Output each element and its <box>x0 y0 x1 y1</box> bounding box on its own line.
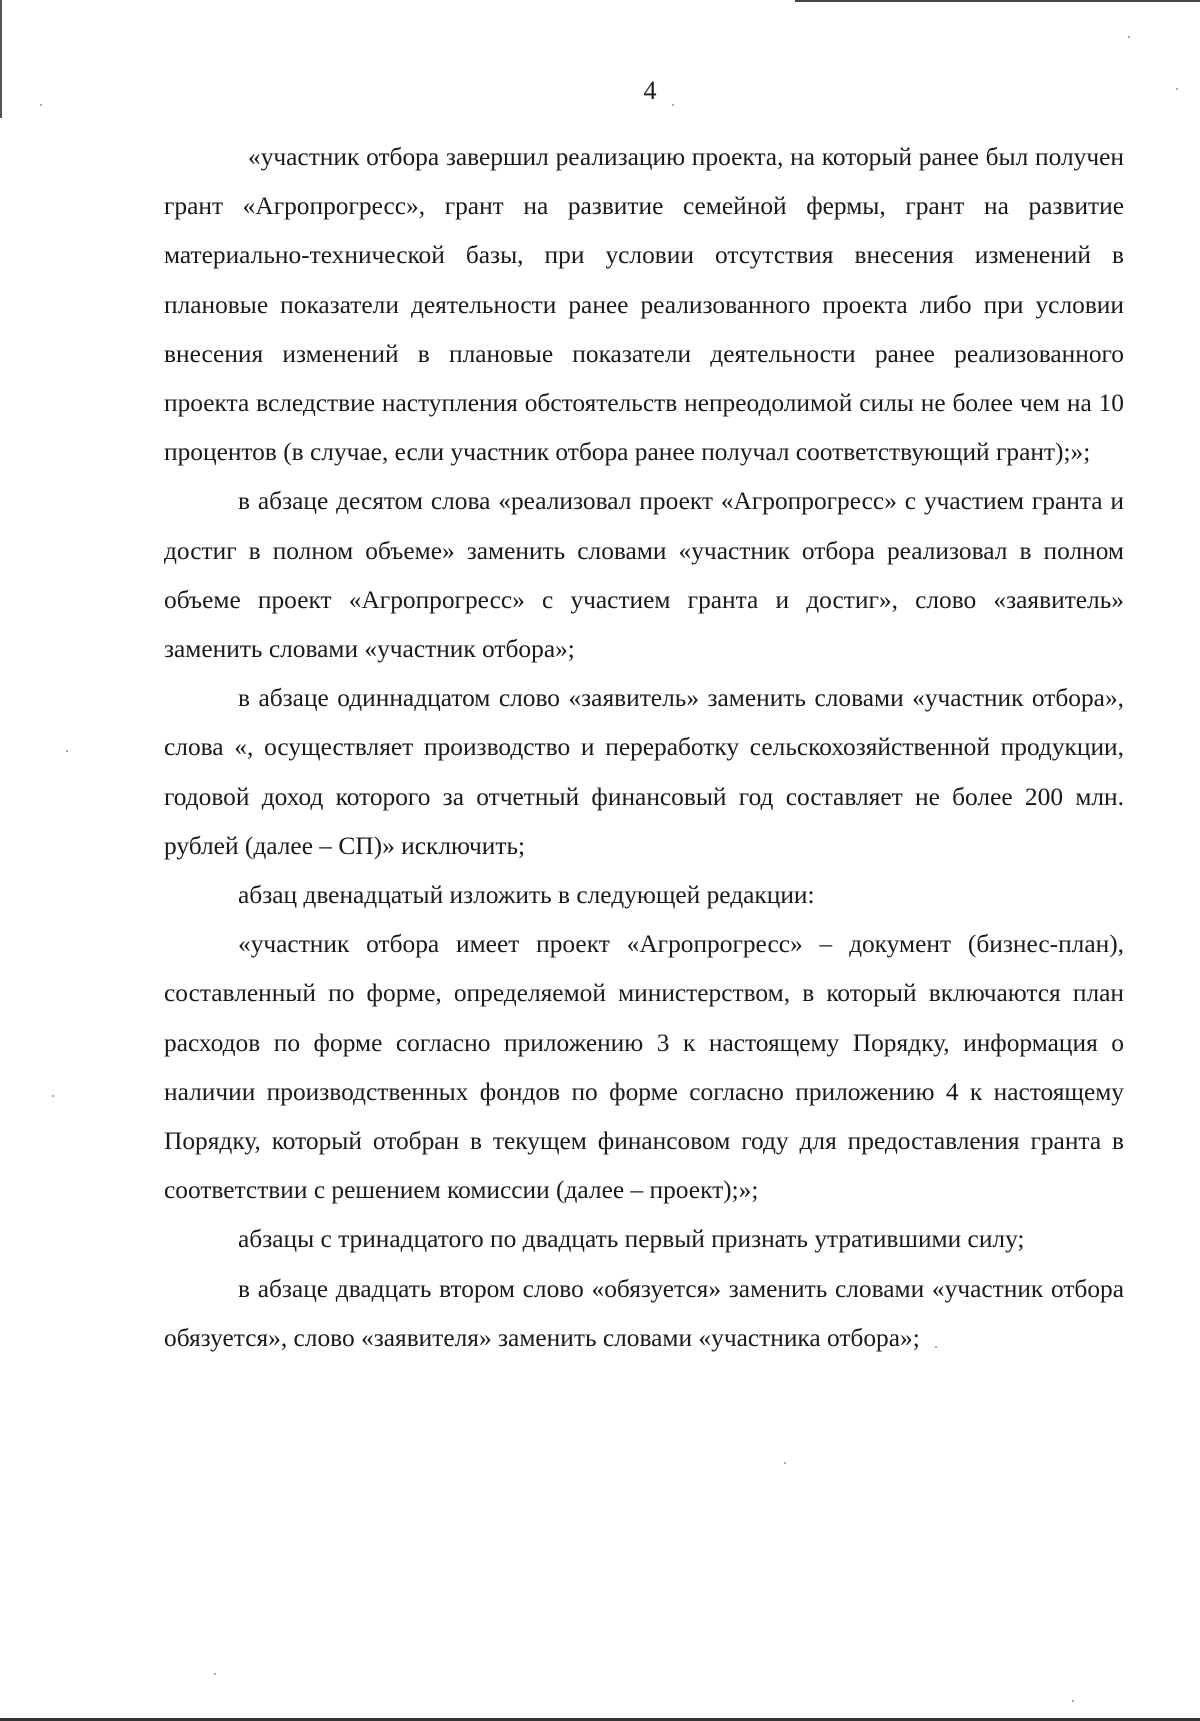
paragraph-5: «участник отбора имеет проект «Агропрогресс» – документ (бизнес-план), составленный по форме, определяемой министерством, в который включаются план расходов по форме согласно приложению 3 к настоящему Порядку, информация о наличии производственных фондов по форме согласно приложению 4 к настоящему Порядку, который отобран в текущем финансовом году для предоставления гранта в соответствии с решением комиссии (далее – проект);»; <box>164 930 1124 1205</box>
scan-speck <box>1072 1700 1074 1702</box>
scan-speck <box>1128 36 1130 38</box>
scan-speck <box>214 1673 216 1675</box>
scan-speck <box>66 750 68 752</box>
page-number: 4 <box>643 76 657 105</box>
paragraph-4: абзац двенадцатый изложить в следующей редакции: <box>238 881 815 910</box>
paragraph-1: «участник отбора завершил реализацию проекта, на который ранее был получен грант «Агропрогресс», грант на развитие семейной фермы, грант на развитие материально-технической базы, при условии отсутствия внесения изменений в плановые показатели деятельности ранее реализованного проекта либо при условии внесения изменений в плановые показатели деятельности ранее реализованного проекта вследствие наступления обстоятельств непреодолимой силы не более чем на 10 процентов (в случае, если участник отбора ранее получал соответствующий грант);»; <box>164 143 1124 467</box>
paragraph-2: в абзаце десятом слова «реализовал проект «Агропрогресс» с участием гранта и достиг в полном объеме» заменить словами «участник отбора реализовал в полном объеме проект «Агропрогресс» с участием гранта и достиг», слово «заявитель» заменить словами «участник отбора»; <box>164 487 1124 664</box>
paragraph-7: в абзаце двадцать втором слово «обязуется» заменить словами «участник отбора обязуется», слово «заявителя» заменить словами «участника отбора»; <box>164 1274 1124 1352</box>
scan-edge-top <box>795 0 1200 2</box>
scan-speck <box>784 1462 786 1464</box>
paragraph-3: в абзаце одиннадцатом слово «заявитель» заменить словами «участник отбора», слова «, осуществляет производство и переработку сельскохозяйственной продукции, годовой доход которого за отчетный финансовый год составляет не более 200 млн. рублей (далее – СП)» исключить; <box>164 684 1124 860</box>
paragraph-6: абзацы с тринадцатого по двадцать первый признать утратившими силу; <box>238 1225 1025 1254</box>
document-body <box>164 133 1124 1363</box>
scan-speck <box>52 1095 54 1097</box>
